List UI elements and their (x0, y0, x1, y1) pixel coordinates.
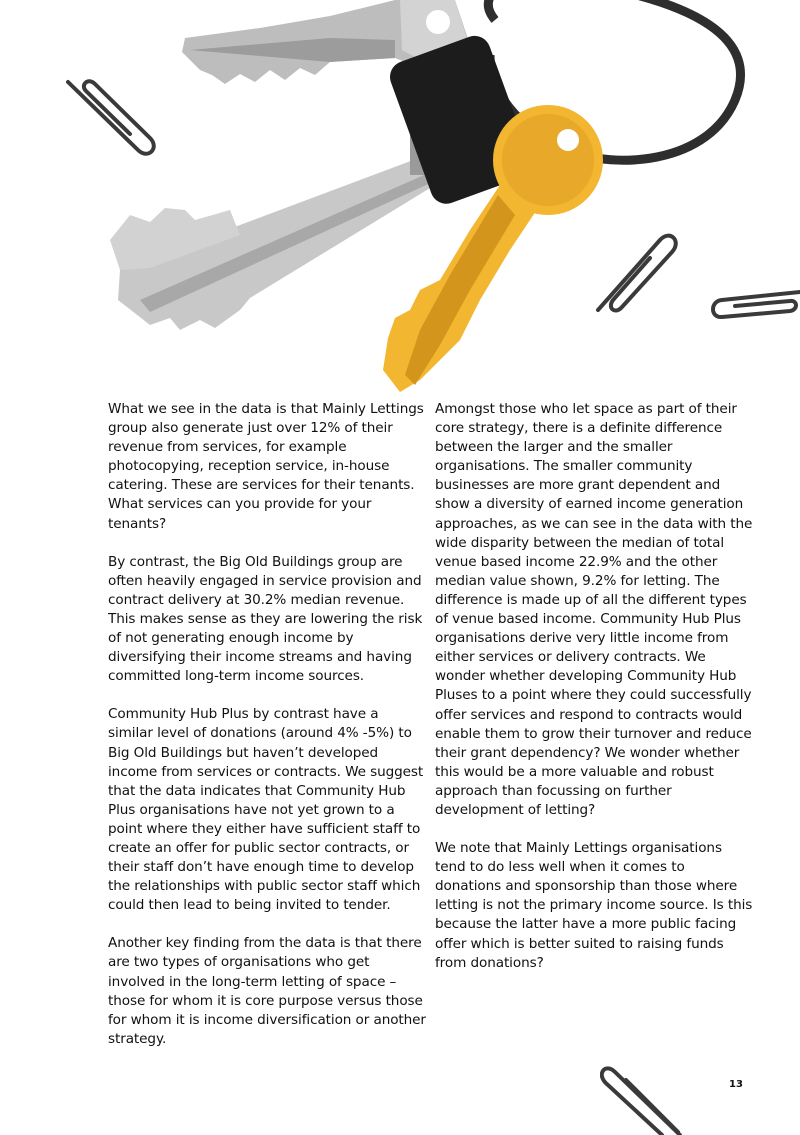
paragraph: Amongst those who let space as part of their core strategy, there is a definite difference between the larger and the smaller organisations. The smaller community businesses are more grant dependent and show a diversity of earned income generation approaches, as we can see in the data with the wide disparity between the median of total venue based income 22.9% and the other median value shown, 9.2% for letting. The difference is made up of all the different types of venue based income. Community Hub Plus organisations derive very little income from either services or delivery contracts. We wonder whether developing Community Hub Pluses to a point where they could successfully offer services and respond to contracts would enable them to grow their turnover and reduce their grant dependency? We wonder whether this would be a more valuable and robust approach than focussing on further development of letting? (435, 401, 753, 818)
long-silver-key (110, 135, 440, 330)
paragraph: Another key finding from the data is that there are two types of organisations who get involved in the long-term letting of space – those for whom it is core purpose versus those for whom it is income diversification or another strategy. (108, 935, 426, 1047)
paragraph: By contrast, the Big Old Buildings group are often heavily engaged in service provision and contract delivery at 30.2% median revenue. This makes sense as they are lowering the risk of not generating enough income by diversifying their income streams and having committed long-term income sources. (108, 553, 423, 685)
paperclip-icon (68, 81, 154, 153)
page-number: 13 (729, 1079, 743, 1090)
left-text-column (108, 400, 426, 1068)
paragraph: Community Hub Plus by contrast have a similar level of donations (around 4% -5%) to Big Old Buildings but haven’t developed income from services or contracts. We suggest that the data indicates that Community Hub Plus organisations have not yet grown to a point where they either have sufficient staff to create an offer for public sector contracts, or their staff don’t have enough time to develop the relationships with public sector staff which could then lead to being invited to tender. (108, 706, 424, 914)
paperclip-icon (600, 1060, 700, 1135)
paperclip-icon (713, 292, 800, 317)
paperclip-icon (598, 236, 676, 311)
right-text-column (435, 400, 755, 992)
paragraph: What we see in the data is that Mainly Lettings group also generate just over 12% of their revenue from services, for example photocopying, reception service, in-house catering. These are services for their tenants. What services can you provide for your tenants? (108, 401, 424, 532)
keys-illustration (0, 0, 800, 400)
paragraph: We note that Mainly Lettings organisations tend to do less well when it comes to donations and sponsorship than those where letting is not the primary income source. Is this because the latter have a more public facing offer which is better suited to raising funds from donations? (435, 840, 753, 971)
